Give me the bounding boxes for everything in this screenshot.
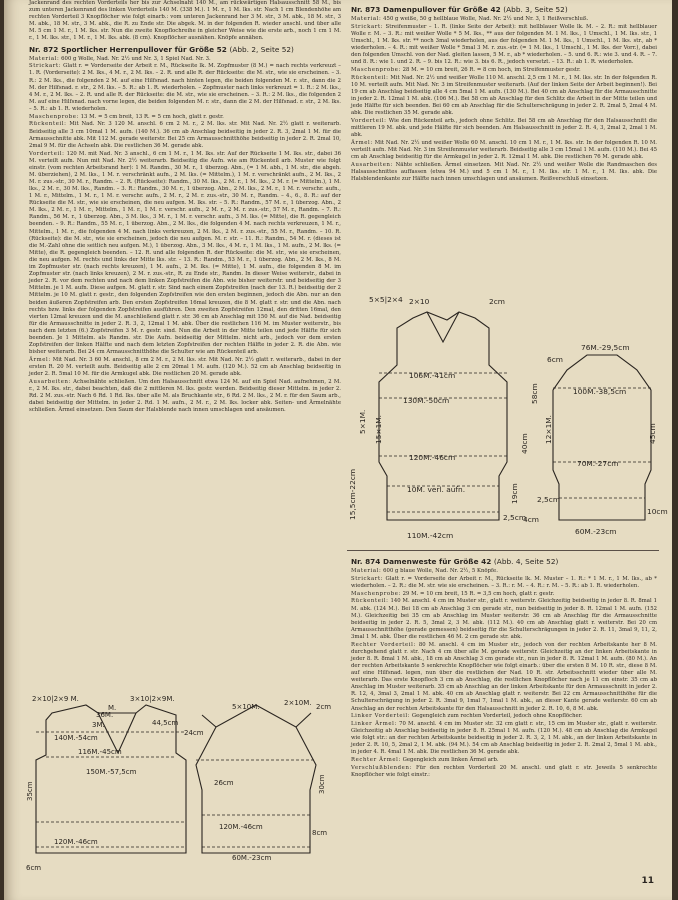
- diagram-873-label: 5×1M.: [358, 409, 367, 434]
- diagram-872-label: 44,5cm: [152, 719, 179, 727]
- diagram-873-label: 40cm: [520, 433, 529, 454]
- rechter-aermel-paragraph: [351, 757, 657, 764]
- diagram-872-label: 140M.-54cm: [54, 734, 98, 742]
- diagram-873-label: 10cm: [647, 507, 668, 516]
- diagram-873-label: 2×10: [409, 297, 430, 306]
- material-label: Material:: [29, 55, 60, 62]
- pattern-diagram-873: [347, 290, 668, 552]
- diagram-873-label: 130M.-50cm: [403, 396, 450, 405]
- ausarbeiten-label: Ausarbeiten:: [29, 378, 71, 385]
- diagram-872-label: 3M.: [92, 721, 105, 729]
- pattern-ref: (Abb. 4, Seite 52): [493, 557, 559, 566]
- diagram-873-label: 10M. verl. aufn.: [407, 485, 466, 494]
- diagram-873-label: 2,5cm: [503, 513, 527, 522]
- linker-vorderteil-text: Gegengleich zum rechten Vorderteil, jedoch ohne Knopflöcher.: [411, 713, 583, 720]
- rechter-aermel-text: Gegengleich zum linken Ärmel arb.: [402, 757, 499, 764]
- maschenprobe-label: Maschenprobe:: [351, 67, 401, 74]
- ausarbeiten-paragraph: [29, 379, 341, 414]
- diagram-872-label: 2×10M.: [284, 699, 312, 707]
- material-paragraph: [351, 16, 657, 23]
- diagram-872-label: 120M.-46cm: [54, 838, 98, 846]
- diagram-873-label: 110M.-42cm: [407, 531, 454, 540]
- diagram-873-label: 120M.-46cm: [409, 453, 456, 462]
- vorderteil-paragraph: [29, 151, 341, 357]
- strickart-text: Glatt r. = Vorderseite der Arbeit r. M., Rückseite lk. M. Zopfmuster (8 M.) = nach rechts verkreuzt – 1. R. (Vorderseite): 2 M. lks., 4 M. r., 2 M. lks. – 2. R. und alle R. der Rückseite: die M. str., wie sie erscheinen. – 3. R.: 2 M. lks., die folgenden 2 M. auf eine Hilfsnad. nach hinten legen, die beiden folgenden M. r. str., dann die 2 M. der Hilfsnad. r. str., 2 M. lks. – 5. R.: ab 1. R. wiederholen. – Zopfmuster nach links verkreuzt = 1. R.: 2 M. lks., 4 M. r., 2 M. lks. – 2. R. und alle R. der Rückseite: die M. str., wie sie erscheinen. – 3. R.: 2 M. lks., die folgenden 2 M. auf eine Hilfsnad. nach vorne legen, die beiden folgenden M. r. str., dann die 2 M. der Hilfsnad. r. str., 2 M. lks. – 5. R.: ab 1. R. wiederholen.: [29, 63, 341, 112]
- strickart-text: Glatt r. = Vorderseite der Arbeit r. M., Rückseite lk. M. Muster – 1. R.: * 1 M. r., 1 M. lks., ab * wiederholen. – 2. R.: die M. str. wie sie erscheinen. – 3. R.: r. M. – 4. R.: r. M. – 5. R.: ab 1. R. wiederholen.: [351, 575, 657, 589]
- diagram-872-label: 150M.-57,5cm: [86, 768, 137, 776]
- rueckenteil-text: Mit Nad. Nr. 2½ und weißer Wolle 110 M. anschl. 2,5 cm 1 M. r., 1 M. lks. str. In der folgenden R. 10 M. verteilt aufn. Mit Nad. Nr. 3 im Streifenmuster weiterarb. (Auf der linken Seite der Arbeit beginnen!). Bei 19 cm ab Anschlag beidseitig alle 4 cm 5mal 1 M. aufn. (130 M.). Bei 40 cm ab Anschlag für die Armausschnitte in jeder 2. R. 12mal 1 M. abk. (106 M.). Bei 58 cm ab Anschlag für den Schlitz die Arbeit in der Mitte teilen und jede Hälfte für sich beenden. Bei 60 cm ab Anschlag für die Schulterschrägung in jeder 2. R. 2mal 5, 2mal 4 M. abk. Die restlichen 35 M. gerade abk.: [351, 74, 657, 117]
- rechter-vorderteil-label: Rechter Vorderteil:: [351, 641, 416, 648]
- diagram-872-label: 36M.: [96, 711, 114, 719]
- material-text: 600 g blaue Wolle, Nad. Nr. 2½, 5 Knöpfe.: [383, 568, 498, 574]
- pattern-number: Nr. 873: [351, 5, 381, 14]
- page-number: 11: [641, 876, 654, 886]
- diagram-873-label: 5×5|2×4: [369, 295, 403, 304]
- material-text: 600 g Wolle, Nad. Nr. 2½ und Nr. 3, 1 Spiel Nad. Nr. 3.: [61, 55, 211, 62]
- aermel-label: Ärmel:: [29, 356, 51, 363]
- strickart-paragraph: [351, 576, 657, 590]
- section-divider: [347, 550, 659, 551]
- diagram-872-label: 30cm: [318, 774, 326, 794]
- strickart-paragraph: [351, 24, 657, 67]
- magazine-page: [4, 0, 672, 900]
- linker-aermel-paragraph: [351, 721, 657, 756]
- maschenprobe-label: Maschenprobe:: [29, 113, 79, 120]
- vorderteil-text: Wie den Rückenteil arb., jedoch ohne Schlitz. Bei 58 cm ab Anschlag für den Halsausschnitt die mittleren 19 M. abk. und jede Hälfte für sich beenden. Am Halsausschnitt in jeder 2. R. 4, 3, 2mal 2, 2mal 1 M. abk.: [351, 118, 657, 139]
- diagram-872-label: 5×10M.: [232, 703, 260, 711]
- aermel-label: Ärmel:: [351, 140, 373, 147]
- aermel-paragraph: [29, 357, 341, 378]
- pattern-ref: (Abb. 3, Seite 52): [503, 5, 568, 14]
- diagram-873-label: 106M.-41cm: [409, 371, 456, 380]
- left-column: [29, 0, 341, 530]
- verschlussblenden-text: Für den rechten Vorderteil 20 M. anschl. und glatt r. str. Jeweils 5 senkrechte Knopflöcher wie folgt einstr.:: [351, 765, 657, 779]
- diagram-872-label: 3×10|2×9M.: [130, 695, 175, 703]
- rueckenteil-label: Rückenteil:: [351, 74, 389, 81]
- aermel-paragraph: [351, 140, 657, 161]
- verschlussblenden-paragraph: [351, 765, 657, 779]
- diagram-872-label: 2×10|2×9 M.: [32, 695, 79, 703]
- vorderteil-paragraph: [351, 118, 657, 139]
- pattern-title: Damenpullover für Größe 42: [382, 5, 501, 14]
- diagram-873-label: 76M.-29,5cm: [581, 343, 630, 352]
- diagram-872-label: 35cm: [26, 781, 34, 801]
- linker-aermel-text: 70 M. anschl. 4 cm im Muster str. 32 cm glatt r. str., 15 cm im Muster str., glatt r. weiterstr. Gleichzeitig ab Anschlag beidseitig in jeder 8. R. 25mal 1 M. aufn. (120 M.). 48 cm ab Anschlag die Armkugel wie folgt str.: an der rechten Arbeitskante beidseitig in jeder 2. R. 3, 2, 1 M. abk., an der linken Arbeitskante in jeder 2. R. 10, 5, 2mal 2, 1 M. abk. (94 M.). 54 cm ab Anschlag beidseitig in jeder 2. R. 2mal 2, 5mal 1 M. abk., in jeder 4. R. 4mal 1 M. abk. Die restlichen 36 M. gerade abk.: [351, 721, 657, 756]
- material-text: 450 g weiße, 50 g hellblaue Wolle, Nad. Nr. 2½ und Nr. 3, 1 Reißverschluß.: [383, 16, 589, 22]
- vorderteil-text: 120 M. mit Nad. Nr. 3 anschl., 6 cm 1 M. r., 1 M. lks. str. Auf der Rückseite 1 M. lks. str., dabei 36 M. verteilt aufn. Nun mit Nad. Nr. 2½ weiterarb. Beidseitig die Aufn. wie am Rückenteil arb. Muster wie folgt einstr. (vom rechten Arbeitsrand her): 1 M. Randm., 30 M. r., 1 überzog. Abn., (= 1 M. abh., 1 M. str., die abgeh. M. überziehen), 2 M. lks., 1 M. r. verschränkt aufn., 2 M. lks. (= Mittelm.), 1 M. r. verschränkt aufn., 2 M. lks., 2 M. r. zus.-str., 30 M. r., Randm. – 2. R. (Rückseite): Randm., 30 M. lks., 2 M. r., 1 M. lks., 2 M. r. (= Mittelm.), 1 M. lks., 2 M. r., 30 M. lks., Randm. – 3. R.: Randm., 30 M. r., 1 überzog. Abn., 2 M. lks., 2 M. r., 1 M. r. verschr. aufn., 1 M. r., Mittelm., 1 M. r., 1 M. r. verschr. aufn., 2 M. r., 2 M. r. zus.-str., 30 M. r., Randm. – 4., 6., 8. R.: auf der Rückseite die M. str., wie sie erscheinen, die neu aufgen. M. lks. str. – 5. R.: Randm., 57 M. r., 1 überzog. Abn., 2 M. lks., 2 M. r., 1 M. r., Mittelm., 1 M. r., 1 M. r. verschr. aufn., 2 M. r., 2 M. r. zus.-str., 57 M. r., Randm. – 7. R.: Randm., 56 M. r., 1 überzog. Abn., 3 M. lks., 3 M. r., 1 M. r. verschr. aufn., 3 M. lks. (= Mitte), die R. gegengleich beenden. – 9. R.: Randm., 55 M. r., 1 überzog. Abn., 2 M. lks., die folgenden 4 M. nach rechts verkreuzen, 1 M. r., Mittelm., 1 M. r., die folgenden 4 M. nach links verkreuzen, 2 M. lks., 2 M. r. zus.-str., 55 M. r., Randm. – 10. R. (Rückseite): die M. str., wie sie erscheinen, jedoch die neu aufgen. M. r. str. – 11. R.: Randm., 54 M. r. (dieses ist die M.-Zahl ohne die seitlich neu aufgen. M.), 1 überzog. Abn., 3 M. lks., 4 M. r., 1 M. lks., 1 M. aufn., 2 M. lks. (= Mitte), die R. gegengleich beenden. – 12. R. und alle folgenden R. der Rückseite: die M. str., wie sie erscheinen, die neu aufgen. M. rechts und links der Mitte lks. str. – 13. R.: Randm., 53 M. r., 1 überzog. Abn., 2 M. lks., 8 M. im Zopfmuster str. (nach rechts kreuzen), 1 M. aufn., 2 M. lks. (= Mitte), 1 M. aufn., die folgenden 8 M. im Zopfmuster str. (nach links kreuzen), 2 M. r. zus.-str., R. zu Ende str., Randm. In dieser Weise weiterstr., dabei in jeder 2. R. vor dem rechten und nach dem linken Zopfstreifen die Abn. wie bisher weiterstr. und beidseitig der 3 Mittelm. je 1 M. aufn. Diese aufgen. M. glatt r. str. Sind nach einem Zopfstreifen (nach der 13. R.) beidseitig der 2 Mittelm. je 10 M. glatt r. gestr., den folgenden Zopfstreifen wie den ersten beginnen, jedoch die Abn. nur an den beiden äußeren Zopfstreifen arb. Den ersten Zopfstreifen 16mal kreuzen, die 8 M. glatt r. str. und die Abn. nach rechts bzw. links der folgenden Zopfstreifen ausführen. Den zweiten Zopfstreifen 12mal, den dritten 16mal, den vierten 12mal kreuzen und die M. anschließend glatt r. str. 36 cm ab Anschlag mit 150 M. auf die Nad. beidseitig für die Armausschnitte in jeder 2. R. 3, 2, 12mal 1 M. abk. Über die restlichen 116 M. im Muster weiterstr., bis nach dem letzten (6.) Zopfstreifen 3 M. r. gestr. sind. Nun die Arbeit in der Mitte teilen und jede Hälfte für sich beenden. Je 1 Mittelm. als Randm. str. Die Aufn. beidseitig der Mittelm. nicht arb., jedoch vor dem ersten Zopfstreifen der linken Hälfte und nach dem letzten Zopfstreifen der rechten Hälfte in jeder 2. R. die Abn. wie bisher weiterarb. Bei 24 cm Armausschnitthöhe die Schulter wie am Rückenteil arb.: [29, 150, 341, 356]
- maschenprobe-paragraph: [351, 591, 657, 598]
- diagram-872-label: 8cm: [312, 829, 328, 837]
- strickart-label: Strickart:: [351, 23, 384, 30]
- rechter-vorderteil-paragraph: [351, 642, 657, 713]
- rueckenteil-label: Rückenteil:: [29, 121, 67, 128]
- diagram-872-label: 24cm: [184, 729, 204, 737]
- material-paragraph: [29, 56, 341, 63]
- diagram-873-label: 60M.-23cm: [575, 527, 617, 536]
- diagram-872-label: 120M.-46cm: [219, 823, 263, 831]
- diagram-873-label: 15×1M.: [374, 414, 383, 444]
- rueckenteil-text: 140 M. anschl. 4 cm im Muster str., glatt r. weiterstr. Gleichzeitig beidseitig in jeder 8. R. 8mal 1 M. abk. (124 M.). Bei 18 cm ab Anschlag 3 cm gerade str., nun beidseitig in jeder 8. R. 12mal 1 M. aufn. (152 M.). Gleichzeitig bei 35 cm ab Anschlag im Muster weiterstr. 36 cm ab Anschlag für die Armausschnitte beidseitig in jeder 2. R. 5, 3mal 2, 3 M. abk. (112 M.). 40 cm ab Anschlag glatt r. weiterstr. Bei 20 cm Armausschnitthöhe (gerade gemessen) beidseitig für die Schulterschrägungen in jeder 2. R. 11, 3mal 9, 11, 2, 3mal 1 M. abk. Über die restlichen 46 M. 2 cm gerade str. abk.: [351, 598, 657, 640]
- diagram-873-label: 2,5cm: [537, 495, 561, 504]
- pattern-title: Damenweste für Größe 42: [382, 557, 492, 566]
- intro-paragraph: Jackenrand des rechten Vorderteils her bis zur Achselnaht 140 M., am rückwärtigen Halsausschnitt 58 M., bis zum unteren Jackenrand des linken Vorderteils 140 M. (338 M.). 1 M. r., 1 M. lks. str. Nach 1 cm Blendenhöhe am rechten Vorderteil 3 Knopflöcher wie folgt einarb.: vom unteren Jackenrand her 3 M. str., 3 M. abk., 18 M. str., 3 M. abk., 18 M. str., 3 M. abk., die R. zu Ende str. Die abgek. M. in der folgenden R. wieder anschl. und über alle M. 5 cm 1 M. r., 1 M. lks. str. Nun die zweite Knopflochreihe in gleicher Weise wie die erste arb., noch 1 cm 1 M. r., 1 M. lks. str., 1 M. r., 1 M. lks. abk. (8 cm). Knopflöcher ausnähen. Knöpfe annähen.: [29, 0, 341, 42]
- diagram-872-label: 6cm: [26, 864, 42, 872]
- ausarbeiten-paragraph: [351, 162, 657, 183]
- verschlussblenden-label: Verschlußblenden:: [351, 765, 412, 772]
- diagram-872-label: M.: [108, 704, 117, 712]
- aermel-text: Mit Nad. Nr. 2½ und weißer Wolle 60 M. anschl. 10 cm 1 M. r., 1 M. lks. str. In der folgenden R. 10 M. verteilt aufn. Mit Nad. Nr. 3 im Streifenmuster weiterarb. Beidseitig alle 3 cm 15mal 1 M. aufn. (110 M.). Bei 45 cm ab Anschlag beidseitig für die Armkugel in jeder 2. R. 12mal 1 M. abk. Die restlichen 76 M. gerade abk.: [351, 140, 657, 161]
- right-column-873: [351, 0, 657, 280]
- diagram-873-label: 6cm: [547, 355, 563, 364]
- diagram-873-label: 70M.-27cm: [577, 459, 619, 468]
- pattern-title: Sportlicher Herrenpullover für Größe 52: [60, 44, 227, 54]
- strickart-label: Strickart:: [351, 575, 384, 582]
- maschenprobe-label: Maschenprobe:: [351, 590, 401, 597]
- linker-vorderteil-paragraph: [351, 713, 657, 720]
- maschenprobe-text: 29 M. = 10 cm breit, 15 R. = 3,5 cm hoch, glatt r. gestr.: [402, 590, 555, 597]
- heading-872: [29, 45, 341, 55]
- pattern-number: Nr. 874: [351, 557, 381, 566]
- rechter-aermel-label: Rechter Ärmel:: [351, 757, 401, 764]
- diagram-873-label: 15,5cm-22cm: [348, 468, 357, 520]
- diagram-872-label: 60M.-23cm: [232, 854, 272, 862]
- ausarbeiten-text: Nähte schließen. Ärmel einsetzen. Mit Nad. Nr. 2½ und weißer Wolle die Randmaschen des Halsausschnittes auffassen (etwa 94 M.) und 5 cm 1 M. r., 1 M. lks. str. 1 M. r., 1 M. lks. abk. Die Halsblendenkante zur Hälfte nach innen umschlagen und ansäumen. Reißverschluß einsetzen.: [351, 162, 657, 183]
- material-label: Material:: [351, 568, 382, 574]
- aermel-text: Mit Nad. Nr. 3 60 M. anschl., 8 cm 2 M. r., 2 M. lks. str. Mit Nad. Nr. 2½ glatt r. weiterarb., dabei in der ersten R. 20 M. verteilt aufn. Beidseitig alle 2 cm 20mal 1 M. aufn. (120 M.). 52 cm ab Anschlag beidseitig in jeder 2. R. 5mal 10 M. für die Armkugel abk. Die restlichen 20 M. gerade abk.: [29, 356, 341, 378]
- heading-874: [351, 557, 657, 567]
- maschenprobe-paragraph: [351, 67, 657, 74]
- pattern-diagram-872: [26, 585, 344, 885]
- rueckenteil-label: Rückenteil:: [351, 598, 389, 605]
- diagram-873-label: 2cm: [489, 297, 505, 306]
- pattern-number: Nr. 872: [29, 44, 59, 54]
- rueckenteil-paragraph: [351, 598, 657, 641]
- rueckenteil-paragraph: [29, 121, 341, 149]
- strickart-paragraph: [29, 63, 341, 113]
- rechter-vorderteil-text: 80 M. anschl. 4 cm im Muster str., jedoch von der rechten Arbeitskante her 8 M. durchgehend glatt r. str. Nach 4 cm über alle M. gerade weiterstr. Gleichzeitig an der linken Arbeitskante in jeder 8. R. 8mal 1 M. abk., 18 cm ab Anschlag 3 cm gerade str., nun in jeder 8. R. 12mal 1 M. aufn. (80 M.). An der rechten Arbeitskante 5 senkrechte Knopflöcher wie folgt einarb.: über die ersten 8 M. 10 R. str., diese 8 M. auf eine Hilfsnad. legen, nun über die restlichen der Nad. 10 R. str. Arbeitsschnitt wieder über alle M. weiterarb. Das erste Knopfloch 3 cm ab Anschlag, die restlichen Knopflöcher nach je 11 cm einstr. 35 cm ab Anschlag im Muster weiterarb. 35 cm ab Anschlag an der linken Arbeitskante für den Armausschnitt in jeder 2. R. 12, 4, 3mal 3, 2mal 1 M. abk. 40 cm ab Anschlag glatt r. weiterstr. Bei 22 cm Armausschnitthöhe für die Schulterschrägung in jeder 2. R. 3mal 9, 1mal 7, 1mal 1 M. abk., an dieser Kante gerade weiterstr. 60 cm ab Anschlag an der rechten Arbeitskante für den Halsausschnitt in jeder 2. R. 10, 6, 8 M. abk.: [351, 641, 657, 712]
- vorderteil-label: Vorderteil:: [351, 118, 387, 125]
- strickart-text: Streifenmuster – 1. R. (linke Seite der Arbeit): mit hellblauer Wolle lk. M. – 2. R.: mit hellblauer Wolle r. M. – 3. R.: mit weißer Wolle * 5 M. lks., ** aus der folgenden M. 1 M. lks., 1 Umschl., 1 M. lks. str., 1 Umschl., 1 M. lks. str. ** noch 3mal wiederholen, aus der folgenden M. 1 M. lks., 1 Umschl., 1 M. lks. str., ab * wiederholen. – 4. R.: mit weißer Wolle * 5mal 3 M. r. zus.-str. (= 1 M. lks., 1 Umschl., 1 M. lks. der Vorr.), dabei den folgenden Umschl. von der Nad. gleiten lassen, 5 M. r., ab * wiederholen. – 5. und 6. R.: wie 3. und 4. R. – 7. und 8. R.: wie 1. und 2. R. – 9. bis 12. R.: wie 3. bis 6. R., jedoch versetzt. – 13. R.: ab 1. R. wiederholen.: [351, 23, 657, 66]
- vorderteil-label: Vorderteil:: [29, 150, 65, 157]
- rueckenteil-text: Mit Nad. Nr. 3 120 M. anschl. 6 cm 2 M. r., 2 M. lks. str. Mit Nad. Nr. 2½ glatt r. weiterarb. Beidseitig alle 3 cm 10mal 1 M. aufn. (140 M.). 36 cm ab Anschlag beidseitig in jeder 2. R. 3, 2mal 1 M. für die Armausschnitte abk. Mit 112 M. gerade weiterstr. Bei 25 cm Armausschnitthöhe beidseitig in jeder 2. R. 2mal 10, 2mal 9 M. für die Achseln abk. Die restlichen 36 M. gerade abk.: [29, 121, 341, 149]
- diagram-873-label: 19cm: [510, 483, 519, 504]
- diagram-872-label: 116M.-45cm: [78, 748, 122, 756]
- rueckenteil-paragraph: [351, 75, 657, 118]
- maschenprobe-text: 13 M. = 5 cm breit, 13 R. = 5 cm hoch, glatt r. gestr.: [80, 113, 224, 120]
- ausarbeiten-label: Ausarbeiten:: [351, 162, 393, 168]
- maschenprobe-paragraph: [29, 114, 341, 121]
- linker-aermel-label: Linker Ärmel:: [351, 721, 397, 728]
- diagram-873-label: 4cm: [523, 515, 539, 524]
- heading-873: [351, 5, 657, 15]
- material-paragraph: [351, 568, 657, 575]
- diagram-873-label: 12×1M.: [544, 414, 553, 444]
- ausarbeiten-text: Achselnähte schließen. Um den Halsausschnitt etwa 124 M. auf ein Spiel Nad. aufnehmen, 2 M. r., 2 M. lks. str., dabei beachten, daß die 2 mittleren M. lks. gestr. werden. Beidseitig dieser Mittelm. in jeder 2. Rd. 2 M. zus.-str. Nach 6 Rd. 1 Rd. lks. über alle M. als Bruchkante str., 6 Rd. 2 M. lks., 2 M. r. für den Saum arb., dabei beidseitig der Mittelm. in jeder 2. Rd. 1 M. aufn., 2 M. r., 2 M. lks. locker abk. Seiten- und Ärmelnähte schließen. Ärmel einsetzen. Den Saum der Halsblende nach innen umschlagen und ansäumen.: [29, 378, 341, 414]
- pattern-ref: (Abb. 2, Seite 52): [229, 44, 294, 54]
- right-column-874: [351, 555, 657, 887]
- maschenprobe-text: 28 M. = 10 cm breit, 26 R. = 8 cm hoch, im Streifenmuster gestr.: [402, 67, 581, 74]
- diagram-873-label: 58cm: [530, 383, 539, 404]
- diagram-872-label: 26cm: [214, 779, 234, 787]
- diagram-872-label: 2cm: [316, 703, 332, 711]
- diagram-873-label: 45cm: [648, 423, 657, 444]
- linker-vorderteil-label: Linker Vorderteil:: [351, 713, 411, 720]
- strickart-label: Strickart:: [29, 63, 62, 70]
- material-label: Material:: [351, 16, 382, 22]
- diagram-873-label: 100M.-38,5cm: [573, 387, 627, 396]
